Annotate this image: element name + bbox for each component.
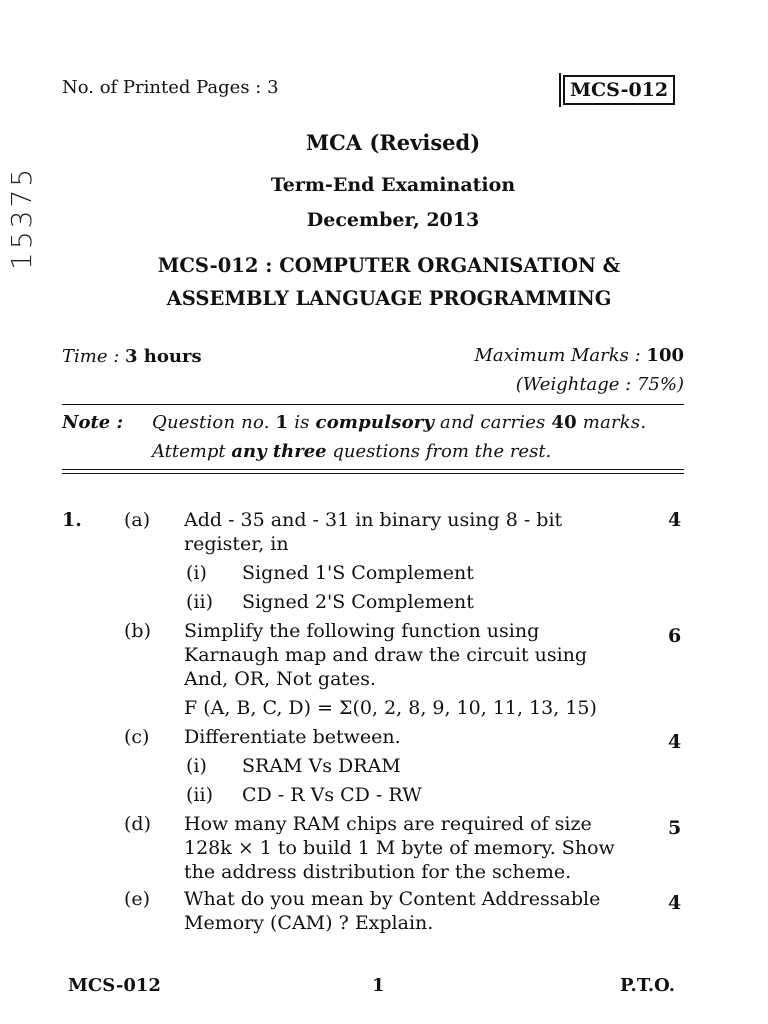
- part-d-label: (d): [124, 813, 151, 835]
- maximum-marks: Maximum Marks : 100: [474, 345, 684, 366]
- part-c-sub-ii-text: CD - R Vs CD - RW: [242, 784, 422, 806]
- part-c-marks: 4: [668, 731, 682, 753]
- part-a-label: (a): [124, 509, 151, 531]
- program-title: MCA (Revised): [305, 130, 481, 155]
- part-b-label: (b): [124, 620, 151, 642]
- part-b-line1: Simplify the following function using: [184, 620, 540, 642]
- weightage: (Weightage : 75%): [515, 374, 684, 395]
- part-e-line1: What do you mean by Content Addressable: [184, 888, 601, 910]
- course-title-line2: ASSEMBLY LANGUAGE PROGRAMMING: [166, 287, 612, 310]
- part-e-label: (e): [124, 888, 151, 910]
- part-b-line3: And, OR, Not gates.: [184, 668, 377, 690]
- part-c-label: (c): [124, 726, 150, 748]
- footer-page-number: 1: [372, 975, 385, 996]
- divider-double-1: [62, 469, 684, 470]
- part-c-line1: Differentiate between.: [184, 726, 401, 748]
- part-c-sub-ii-label: (ii): [186, 784, 213, 806]
- part-a-sub-ii-text: Signed 2'S Complement: [242, 591, 474, 613]
- part-c-sub-i-label: (i): [186, 755, 207, 777]
- part-a-line1: Add - 35 and - 31 in binary using 8 - bit: [184, 509, 563, 531]
- part-c-sub-i-text: SRAM Vs DRAM: [242, 755, 401, 777]
- printed-pages: No. of Printed Pages : 3: [62, 77, 279, 98]
- part-b-function: F (A, B, C, D) = Σ(0, 2, 8, 9, 10, 11, 13, 15): [184, 697, 597, 719]
- note-label: Note :: [62, 412, 124, 433]
- part-e-line2: Memory (CAM) ? Explain.: [184, 912, 434, 934]
- divider-top: [62, 404, 684, 405]
- part-a-sub-i-label: (i): [186, 562, 207, 584]
- footer-pto: P.T.O.: [620, 975, 676, 996]
- part-d-line2: 128k × 1 to build 1 M byte of memory. Show: [184, 837, 615, 859]
- part-a-marks: 4: [668, 509, 682, 531]
- part-a-sub-i-text: Signed 1'S Complement: [242, 562, 474, 584]
- part-b-marks: 6: [668, 625, 682, 647]
- part-b-line2: Karnaugh map and draw the circuit using: [184, 644, 588, 666]
- part-e-marks: 4: [668, 892, 682, 914]
- part-d-line3: the address distribution for the scheme.: [184, 861, 572, 883]
- paper-code-box: MCS-012: [563, 75, 675, 105]
- question-number: 1.: [62, 509, 82, 531]
- note-line1: Question no. 1 is compulsory and carries 40 marks.: [152, 412, 647, 433]
- part-a-sub-ii-label: (ii): [186, 591, 213, 613]
- serial-number: 15375: [5, 165, 38, 270]
- exam-date: December, 2013: [306, 209, 480, 231]
- time-allowed: Time : 3 hours: [62, 346, 202, 367]
- part-d-marks: 5: [668, 817, 682, 839]
- divider-double-2: [62, 473, 684, 474]
- part-a-line2: register, in: [184, 533, 289, 555]
- course-title-line1: MCS-012 : COMPUTER ORGANISATION &: [157, 254, 621, 277]
- note-line2: Attempt any three questions from the rest.: [152, 441, 552, 462]
- part-d-line1: How many RAM chips are required of size: [184, 813, 592, 835]
- footer-paper-code: MCS-012: [68, 975, 161, 996]
- exam-title: Term-End Examination: [270, 174, 516, 196]
